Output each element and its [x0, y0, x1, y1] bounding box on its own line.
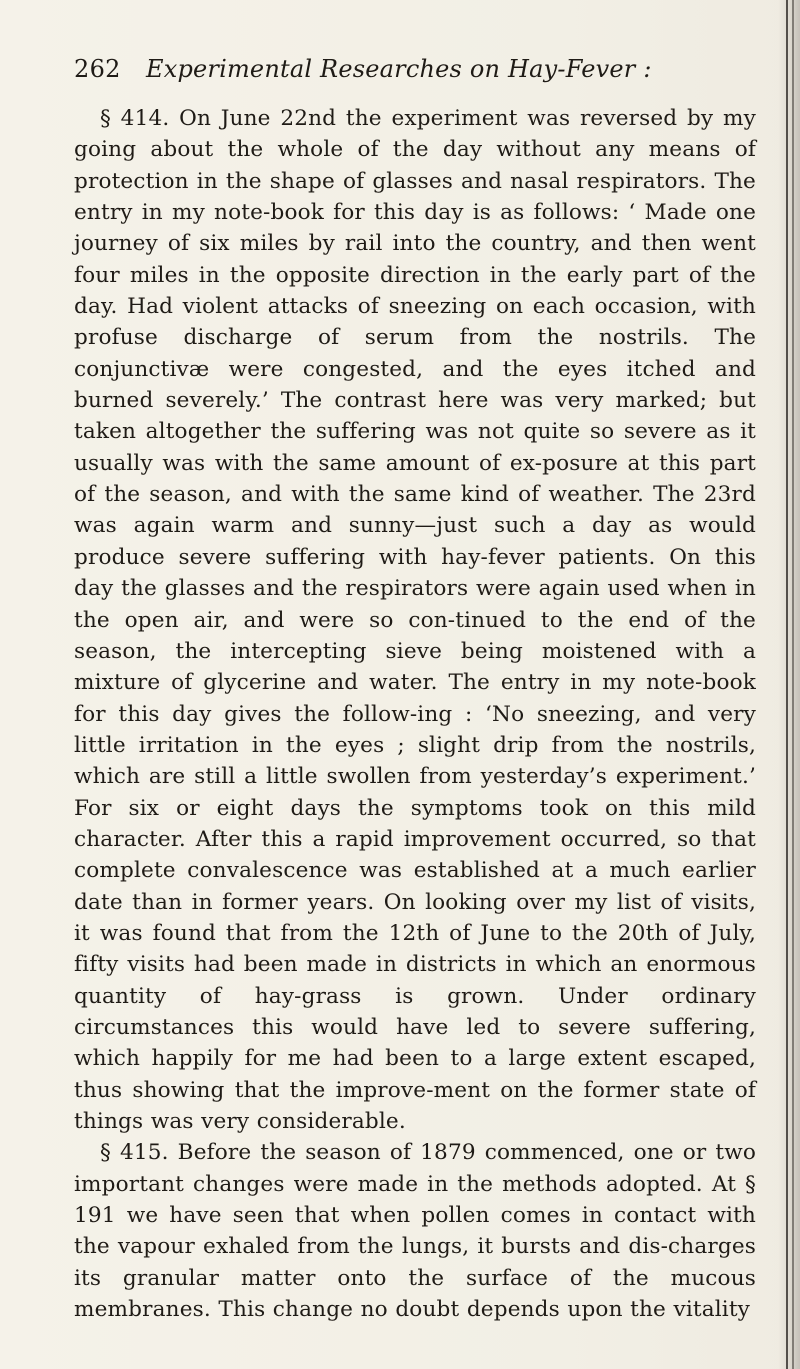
page-header — [74, 54, 714, 94]
page-body — [74, 103, 756, 1325]
paragraph-414: § 414. On June 22nd the experiment was reversed by my going about the whole of the day without any means of protection in the shape of glasses and nasal respirators. The entry in my note-book for this day is as follows: ‘ Made one journey of six miles by rail into the country, and then went four miles in the opposite direction in the early part of the day. Had violent attacks of sneezing on each occasion, with profuse discharge of serum from the nostrils. The conjunctivæ were congested, and the eyes itched and burned severely.’ The contrast here was very marked; but taken altogether the suffering was not quite so severe as it usually was with the same amount of ex-posure at this part of the season, and with the same kind of weather. The 23rd was again warm and sunny—just such a day as would produce severe suffering with hay-fever patients. On this day the glasses and the respirators were again used when in the open air, and were so con-tinued to the end of the season, the intercepting sieve being moistened with a mixture of glycerine and water. The entry in my note-book for this day gives the follow-ing : ‘No sneezing, and very little irritation in the eyes ; slight drip from the nostrils, which are still a little swollen from yesterday’s experiment.’ For six or eight days the symptoms took on this mild character. After this a rapid improvement occurred, so that complete convalescence was established at a much earlier date than in former years. On looking over my list of visits, it was found that from the 12th of June to the 20th of July, fifty visits had been made in districts in which an enormous quantity of hay-grass is grown. Under ordinary circumstances this would have led to severe suffering, which happily for me had been to a large extent escaped, thus showing that the improve-ment on the former state of things was very considerable. — [74, 106, 756, 1134]
paragraph-415: § 415. Before the season of 1879 commenced, one or two important changes were made in the methods adopted. At § 191 we have seen that when pollen comes in contact with the vapour exhaled from the lungs, it bursts and dis-charges its granular matter onto the surface of the mucous membranes. This change no doubt depends upon the vitality — [74, 1140, 756, 1323]
page-number: 262 — [74, 55, 121, 83]
binding-edge-line-secondary — [792, 0, 794, 1369]
running-title: Experimental Researches on Hay-Fever : — [146, 55, 652, 83]
binding-edge-line — [786, 0, 788, 1369]
spine-shadow — [778, 0, 800, 1369]
